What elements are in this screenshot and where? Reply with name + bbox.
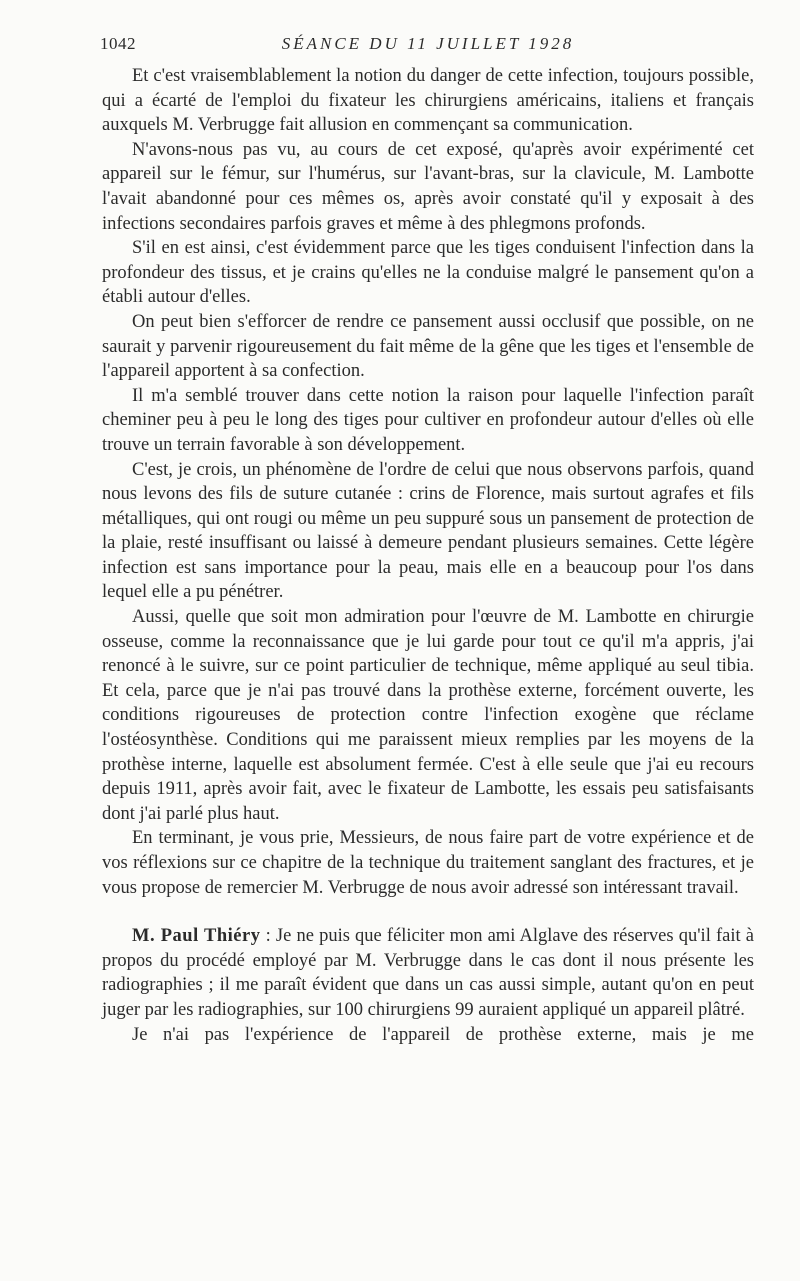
paragraph: Et c'est vraisemblablement la notion du danger de cette infection, toujours possible, qui a écarté de l'emploi du fixateur les chirurgiens américains, italiens et français auxquels M. Verbrugge fait allusion en commençant sa communication. — [102, 66, 754, 136]
paragraph: Il m'a semblé trouver dans cette notion la raison pour laquelle l'infection paraît cheminer peu à peu le long des tiges pour cultiver en profondeur autour d'elles où elle trouve un terrain favorable à son développement. — [102, 385, 754, 455]
body-text — [102, 64, 754, 1047]
page-header — [100, 34, 756, 58]
paragraph: On peut bien s'efforcer de rendre ce pansement aussi occlusif que possible, on ne saurait y parvenir rigoureusement du fait même de la gêne que les tiges et l'ensemble de l'appareil apportent à sa confection. — [102, 311, 754, 382]
running-title: SÉANCE DU 11 JUILLET 1928 — [281, 34, 575, 53]
paragraph: Aussi, quelle que soit mon admiration pour l'œuvre de M. Lambotte en chirurgie osseuse, comme la reconnaissance que je lui garde pour tout ce qu'il m'a appris, j'ai renoncé à le suivre, sur ce point particulier de technique, même appliqué au seul tibia. Et cela, parce que je n'ai pas trouvé dans la prothèse externe, forcément ouverte, les conditions rigoureuses de protection contre l'infection exogène que réclame l'ostéosynthèse. Conditions qui me paraissent mieux remplies par les moyens de la prothèse interne, laquelle est absolument fermée. C'est à elle seule que j'ai eu recours depuis 1911, après avoir fait, avec le fixateur de Lambotte, les essais peu satisfaisants dont j'ai parlé plus haut. — [102, 607, 754, 824]
section-gap — [102, 900, 754, 924]
paragraph: S'il en est ainsi, c'est évidemment parce que les tiges conduisent l'infection dans la profondeur des tissus, et je crains qu'elles ne la conduise malgré le pansement qu'on a établi autour d'elles. — [102, 238, 754, 308]
reply-continuation: Je n'ai pas l'expérience de l'appareil de prothèse externe, mais je me — [132, 1024, 754, 1045]
paragraph: En terminant, je vous prie, Messieurs, de nous faire part de votre expérience et de vos réflexions sur ce chapitre de la technique du traitement sanglant des fractures, et je vous propose de remercier M. Verbrugge de nous avoir adressé son intéressant travail. — [102, 828, 754, 898]
reply-paragraph — [102, 924, 754, 1022]
reply-text: : Je ne puis que féliciter mon ami Alglave des réserves qu'il fait à propos du procédé employé par M. Verbrugge dans le cas dont il nous présente les radiographies ; il me paraît évident que dans un cas aussi simple, autant qu'on en peut juger par les radiographies, sur 100 chirurgiens 99 auraient appliqué un appareil plâtré. — [102, 926, 754, 1020]
page-number: 1042 — [100, 34, 136, 53]
speaker-name: M. Paul Thiéry — [132, 926, 261, 947]
paragraph: N'avons-nous pas vu, au cours de cet exposé, qu'après avoir expérimenté cet appareil sur le fémur, sur l'humérus, sur l'avant-bras, sur la clavicule, M. Lambotte l'avait abandonné pour ces mêmes os, après avoir constaté qu'il y exposait à des infections secondaires parfois graves et même à des phlegmons profonds. — [102, 139, 754, 234]
paragraph: C'est, je crois, un phénomène de l'ordre de celui que nous observons parfois, quand nous levons des fils de suture cutanée : crins de Florence, mais surtout agrafes et fils métalliques, qui ont rougi ou même un peu suppuré sous un pansement de protection de la plaie, resté insuffisant ou laissé à demeure pendant plusieurs semaines. Cette légère infection est sans importance pour la peau, mais elle en a beaucoup pour l'os dans lequel elle a pu pénétrer. — [102, 459, 754, 603]
